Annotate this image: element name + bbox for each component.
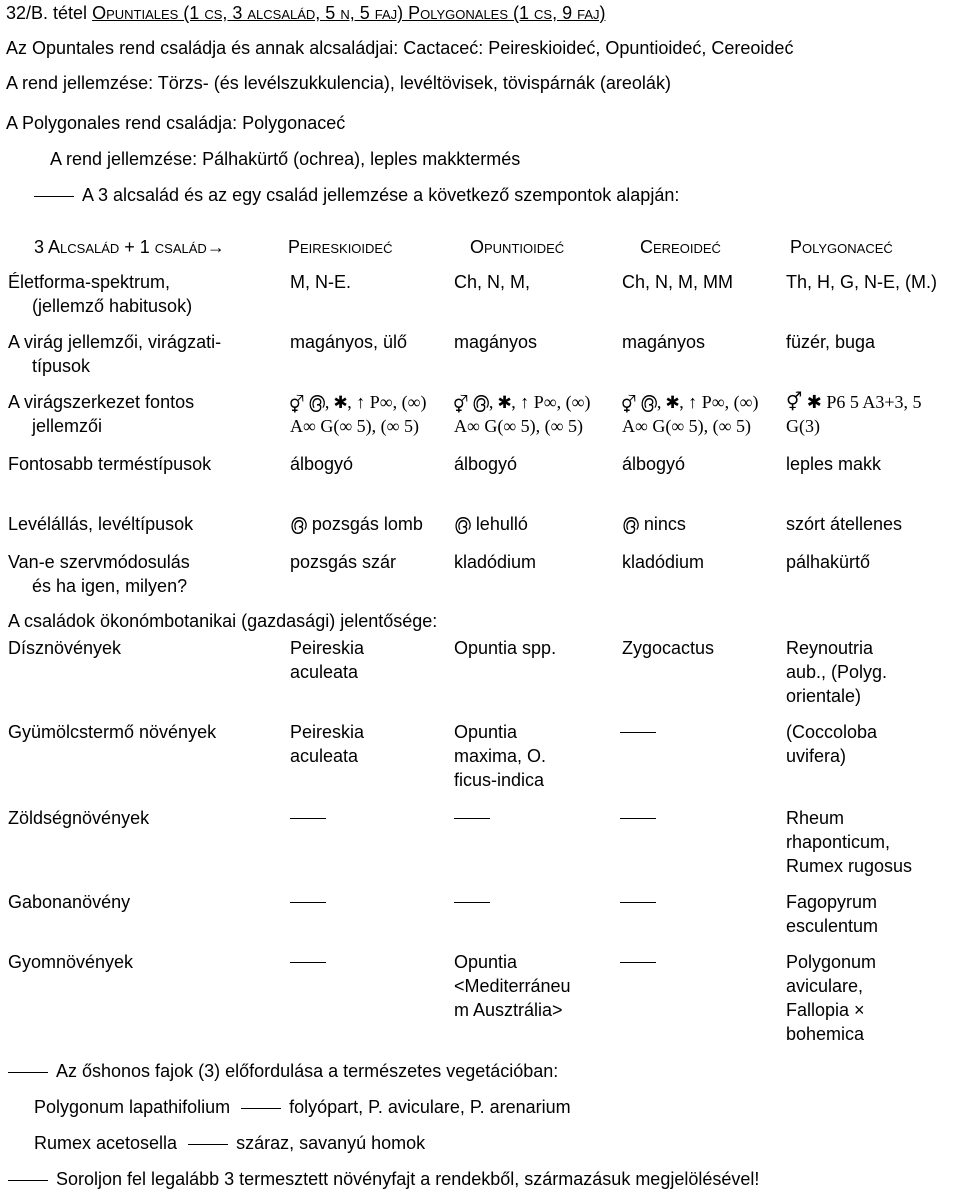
- dash-icon: [290, 962, 326, 963]
- economic-heading: A családok ökonómbotanikai (gazdasági) jelentősége:: [8, 611, 438, 631]
- native-line-2: Rumex acetosella száraz, savanyú homok: [34, 1133, 426, 1153]
- dash-icon: [8, 1180, 48, 1181]
- table-cell: (Coccoloba uvifera): [786, 722, 878, 766]
- table-cell: szórt átellenes: [786, 514, 903, 534]
- flower-formula: ⚥ ൫, ✱, ↑ P∞, (∞) A∞ G(∞ 5), (∞ 5): [290, 392, 427, 436]
- dash-icon: [454, 818, 490, 819]
- task-line: Soroljon fel legalább 3 termesztett növényfajt a rendekből, származásuk megjelölésével!: [8, 1168, 759, 1190]
- dash-icon: [290, 818, 326, 819]
- table-cell: magányos: [454, 332, 538, 352]
- intro-line-4: A rend jellemzése: Pálhakürtő (ochrea), leples makktermés: [50, 149, 521, 169]
- intro-line-1: Az Opuntales rend családja és annak alcsaládjai: Cactaceć: Peireskioideć, Opuntioideć, Cereoideć: [6, 38, 794, 58]
- table-cell: Zygocactus: [622, 638, 715, 658]
- table-cell: Rheum rhaponticum, Rumex rugosus: [786, 808, 913, 876]
- table-cell: leples makk: [786, 454, 882, 474]
- dash-icon: [620, 732, 656, 733]
- table-cell: pálhakürtő: [786, 552, 871, 572]
- table-cell: álbogyó: [290, 454, 354, 474]
- row-label-fruit: Fontosabb terméstípusok: [8, 454, 212, 474]
- dash-icon: [620, 962, 656, 963]
- flower-formula: ⚥ ൫, ✱, ↑ P∞, (∞) A∞ G(∞ 5), (∞ 5): [454, 392, 591, 436]
- table-cell: álbogyó: [454, 454, 518, 474]
- table-cell: M, N-E.: [290, 272, 351, 292]
- col-header-opuntioideae: Opuntioideć: [470, 237, 565, 257]
- arrow-right-icon: →: [206, 237, 225, 257]
- col-header-polygonaceae: Polygonaceć: [790, 237, 893, 257]
- econ-label-fruit: Gyümölcstermő növények: [8, 722, 217, 742]
- table-cell: magányos: [622, 332, 706, 352]
- table-cell: kladódium: [454, 552, 537, 572]
- table-cell: Opuntia maxima, O. ficus-indica: [454, 722, 547, 790]
- table-cell: pozsgás szár: [290, 552, 397, 572]
- dash-icon: [241, 1108, 281, 1109]
- table-header-left: 3 Alcsalád + 1 család→: [34, 237, 225, 257]
- table-cell: Opuntia <Mediterráneu m Ausztrália>: [454, 952, 571, 1020]
- dash-icon: [454, 902, 490, 903]
- dash-icon: [620, 902, 656, 903]
- table-cell: Fagopyrum esculentum: [786, 892, 879, 936]
- row-label-flower-structure: A virágszerkezet fontos jellemzői: [8, 392, 195, 436]
- dash-icon: [34, 196, 74, 197]
- native-heading: Az őshonos fajok (3) előfordulása a természetes vegetációban:: [8, 1060, 558, 1082]
- col-header-cereoideae: Cereoideć: [640, 237, 721, 257]
- page-title: [6, 2, 606, 24]
- row-label-organ-modification: Van-e szervmódosulás és ha igen, milyen?: [8, 552, 190, 596]
- econ-label-cereal: Gabonanövény: [8, 892, 131, 912]
- intro-line-5: A 3 alcsalád és az egy család jellemzése a következő szempontok alapján:: [34, 184, 679, 206]
- row-label-leaf: Levélállás, levéltípusok: [8, 514, 194, 534]
- intro-line-2: A rend jellemzése: Törzs- (és levélszukkulencia), levéltövisek, tövispárnák (areolák): [6, 73, 671, 93]
- flower-formula: ⚥ ൫, ✱, ↑ P∞, (∞) A∞ G(∞ 5), (∞ 5): [622, 392, 759, 436]
- econ-label-vegetable: Zöldségnövények: [8, 808, 150, 828]
- table-cell: Reynoutria aub., (Polyg. orientale): [786, 638, 888, 706]
- table-cell: magányos, ülő: [290, 332, 408, 352]
- table-cell: Polygonum aviculare, Fallopia × bohemica: [786, 952, 877, 1044]
- dash-icon: [8, 1072, 48, 1073]
- row-label-life-form: Életforma-spektrum, (jellemző habitusok): [8, 272, 193, 316]
- col-header-peireskioideae: Peireskioideć: [288, 237, 393, 257]
- table-cell: Peireskia aculeata: [290, 722, 365, 766]
- table-cell: Opuntia spp.: [454, 638, 557, 658]
- title-main: Opuntiales (1 cs, 3 alcsalád, 5 n, 5 faj) Polygonales (1 cs, 9 faj): [92, 3, 606, 23]
- dash-icon: [188, 1144, 228, 1145]
- intro-line-3: A Polygonales rend családja: Polygonaceć: [6, 113, 346, 133]
- table-cell: Ch, N, M, MM: [622, 272, 733, 292]
- table-cell: Peireskia aculeata: [290, 638, 365, 682]
- table-cell: álbogyó: [622, 454, 686, 474]
- dash-icon: [290, 902, 326, 903]
- table-cell: ൫ nincs: [622, 514, 686, 534]
- table-cell: ൫ pozsgás lomb: [290, 514, 423, 534]
- table-cell: füzér, buga: [786, 332, 876, 352]
- econ-label-ornamental: Dísznövények: [8, 638, 122, 658]
- table-cell: Ch, N, M,: [454, 272, 531, 292]
- table-cell: kladódium: [622, 552, 705, 572]
- table-cell: Th, H, G, N-E, (M.): [786, 272, 937, 292]
- econ-label-weed: Gyomnövények: [8, 952, 134, 972]
- dash-icon: [620, 818, 656, 819]
- row-label-flower: A virág jellemzői, virágzati- típusok: [8, 332, 222, 376]
- flower-formula: ⚥ ✱ P6 5 A3+3, 5 G(3): [786, 392, 922, 436]
- title-prefix: 32/B. tétel: [6, 3, 93, 23]
- native-line-1: Polygonum lapathifolium folyópart, P. aviculare, P. arenarium: [34, 1097, 571, 1117]
- table-cell: ൫ lehulló: [454, 514, 528, 534]
